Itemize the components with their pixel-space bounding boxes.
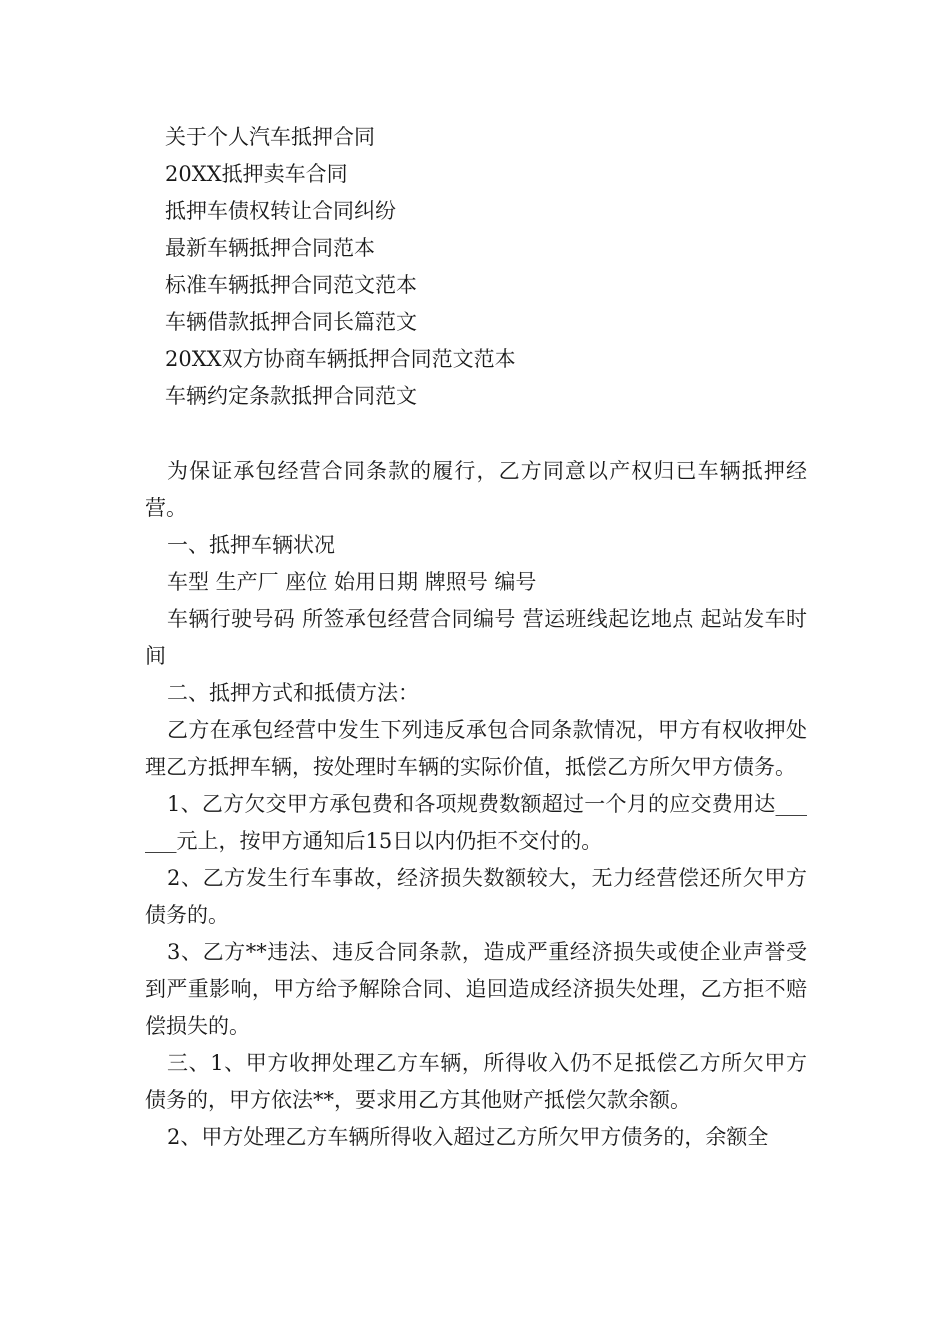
clause-paragraph: 3、乙方**违法、违反合同条款，造成严重经济损失或使企业声誉受到严重影响，甲方给予解除合同、追回造成经济损失处理，乙方拒不赔偿损失的。	[145, 940, 807, 1038]
related-link[interactable]: 20XX抵押卖车合同	[165, 162, 348, 186]
vehicle-fields-line: 车型 生产厂 座位 始用日期 牌照号 编号	[167, 570, 537, 594]
section-heading: 二、抵押方式和抵债方法：	[167, 681, 419, 705]
related-link[interactable]: 最新车辆抵押合同范本	[165, 236, 375, 260]
related-link[interactable]: 关于个人汽车抵押合同	[165, 125, 375, 149]
related-link[interactable]: 标准车辆抵押合同范文范本	[165, 273, 417, 297]
related-link[interactable]: 抵押车债权转让合同纠纷	[165, 199, 396, 223]
body-paragraph: 乙方在承包经营中发生下列违反承包合同条款情况，甲方有权收押处理乙方抵押车辆，按处理时车辆的实际价值，抵偿乙方所欠甲方债务。	[145, 718, 807, 779]
clause-paragraph: 2、甲方处理乙方车辆所得收入超过乙方所欠甲方债务的，余额全	[167, 1125, 769, 1149]
clause-paragraph: 1、乙方欠交甲方承包费和各项规费数额超过一个月的应交费用达______元上，按甲方通知后15日以内仍拒不交付的。	[145, 792, 807, 853]
intro-paragraph: 为保证承包经营合同条款的履行，乙方同意以产权归已车辆抵押经营。	[145, 459, 807, 520]
related-link[interactable]: 车辆借款抵押合同长篇范文	[165, 310, 417, 334]
contract-body	[145, 453, 807, 1156]
clause-paragraph: 2、乙方发生行车事故，经济损失数额较大，无力经营偿还所欠甲方债务的。	[145, 866, 807, 927]
clause-paragraph: 三、1、甲方收押处理乙方车辆，所得收入仍不足抵偿乙方所欠甲方债务的，甲方依法**，要求用乙方其他财产抵偿欠款余额。	[145, 1051, 807, 1112]
related-link[interactable]: 车辆约定条款抵押合同范文	[165, 384, 417, 408]
related-link[interactable]: 20XX双方协商车辆抵押合同范文范本	[165, 347, 516, 371]
vehicle-fields-line: 车辆行驶号码 所签承包经营合同编号 营运班线起讫地点 起站发车时间	[145, 607, 807, 668]
related-links-list	[165, 119, 516, 415]
section-heading: 一、抵押车辆状况	[167, 533, 335, 557]
